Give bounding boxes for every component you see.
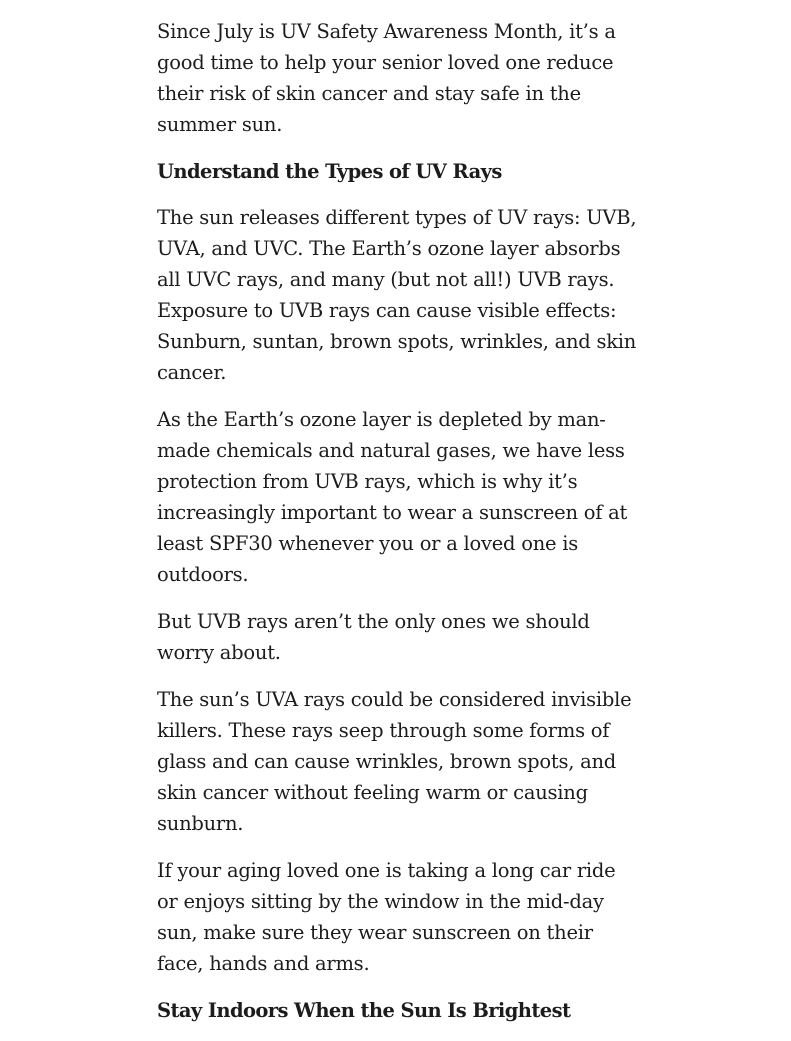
paragraph-uv-types: The sun releases different types of UV rays: UVB, UVA, and UVC. The Earth’s ozone layer absorbs all UVC rays, and many (but not all!) UVB rays. Exposure to UVB rays can cause visible effects: Sunburn, suntan, brown spots, wrinkles, and skin cancer. (157, 206, 637, 384)
paragraph-car-ride: If your aging loved one is taking a long car ride or enjoys sitting by the window in the mid-day sun, make sure they wear sunscreen on their face, hands and arms. (157, 859, 616, 975)
paragraph-uva-killers: The sun’s UVA rays could be considered invisible killers. These rays seep through some forms of glass and can cause wrinkles, brown spots, and skin cancer without feeling warm or causing sunburn. (157, 688, 632, 835)
paragraph-ozone-depletion: As the Earth’s ozone layer is depleted by man-made chemicals and natural gases, we have less protection from UVB rays, which is why it’s increasingly important to wear a sunscreen of at least SPF30 whenever you or a loved one is outdoors. (157, 408, 628, 586)
paragraph-uvb-not-only: But UVB rays aren’t the only ones we should worry about. (157, 610, 590, 664)
article-body (157, 16, 637, 1041)
section-heading-uv-types: Understand the Types of UV Rays (157, 160, 502, 183)
section-heading-stay-indoors: Stay Indoors When the Sun Is Brightest (157, 999, 571, 1022)
intro-paragraph: Since July is UV Safety Awareness Month, it’s a good time to help your senior loved one reduce their risk of skin cancer and stay safe in the summer sun. (157, 20, 616, 136)
